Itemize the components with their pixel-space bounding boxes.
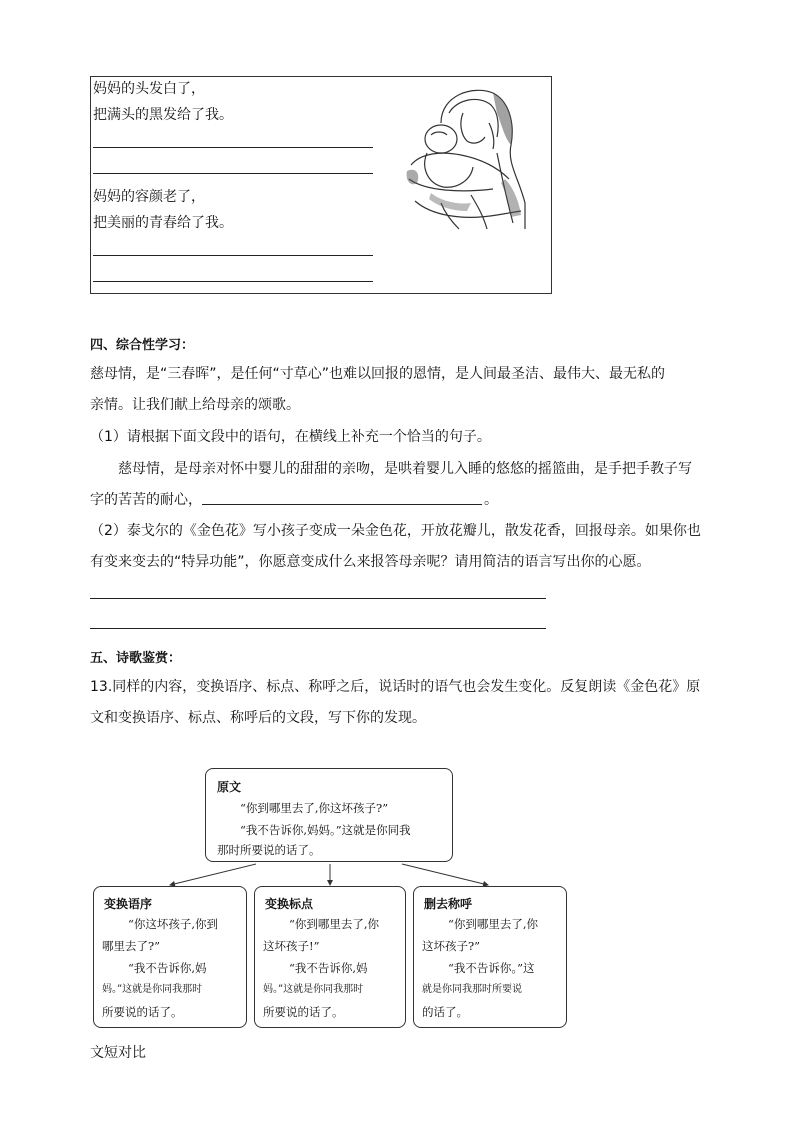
poem-line: 妈妈的头发白了， xyxy=(93,81,205,97)
arrow-to-address xyxy=(402,864,488,885)
punct-line: “你到哪里去了,你 xyxy=(289,917,380,931)
address-line: “你到哪里去了,你 xyxy=(448,917,539,931)
question-1: （1）请根据下面文段中的语句，在横线上补充一个恰当的句子。 xyxy=(90,429,491,445)
original-text-box xyxy=(205,768,453,862)
diagram-caption: 文短对比 xyxy=(90,1045,146,1061)
section4-intro: 慈母情，是“三春晖”，是任何“寸草心”也难以回报的恩情，是人间最圣洁、最伟大、最无私的 xyxy=(90,366,666,382)
punct-line: 所要说的话了。 xyxy=(263,1005,344,1019)
order-line: “你这坏孩子,你到 xyxy=(128,917,219,931)
answer-line xyxy=(93,255,373,256)
fill-blank-line[interactable] xyxy=(202,504,482,505)
section5-heading: 五、诗歌鉴赏： xyxy=(90,651,182,666)
answer-line[interactable] xyxy=(90,598,546,599)
question-2: （2）泰戈尔的《金色花》写小孩子变成一朵金色花，开放花瓣儿，散发花香，回报母亲。如果你也 xyxy=(90,523,701,539)
arrow-to-order xyxy=(170,864,256,885)
original-line: 那时所要说的话了。 xyxy=(217,843,321,857)
question-1-period: 。 xyxy=(484,492,498,508)
section4-intro: 亲情。让我们献上给母亲的颂歌。 xyxy=(90,397,300,413)
original-line: “你到哪里去了,你这坏孩子?” xyxy=(240,801,389,815)
address-line: 的话了。 xyxy=(422,1005,468,1019)
question-13: 文和变换语序、标点、称呼后的文段，写下你的发现。 xyxy=(90,710,426,726)
order-line: 哪里去了?” xyxy=(102,939,161,953)
poem-box xyxy=(90,76,552,294)
mother-baby-illustration xyxy=(401,83,531,231)
address-removed-box xyxy=(413,886,567,1028)
section4-heading: 四、综合性学习： xyxy=(90,338,195,353)
original-title: 原文 xyxy=(217,780,242,794)
answer-line xyxy=(93,147,373,148)
punct-line: “我不告诉你,妈 xyxy=(289,961,368,975)
address-line: “我不告诉你。”这 xyxy=(448,961,535,975)
address-line: 这坏孩子?” xyxy=(422,939,481,953)
punct-change-box xyxy=(254,886,406,1028)
poem-line: 把满头的黑发给了我。 xyxy=(93,107,233,123)
address-line: 就是你同我那时所要说 xyxy=(422,984,522,995)
order-line: “我不告诉你,妈 xyxy=(128,961,207,975)
question-13: 13.同样的内容，变换语序、标点、称呼之后，说话时的语气也会发生变化。反复朗读《金色花》原 xyxy=(90,679,701,695)
question-1-paragraph: 字的苦苦的耐心， xyxy=(90,492,202,508)
punct-title: 变换标点 xyxy=(265,897,314,911)
poem-line: 妈妈的容颜老了， xyxy=(93,189,205,205)
order-change-box xyxy=(93,886,247,1028)
question-2: 有变来变去的“特异功能”，你愿意变成什么来报答母亲呢？请用简洁的语言写出你的心愿。 xyxy=(90,554,651,570)
question-1-paragraph: 慈母情，是母亲对怀中婴儿的甜甜的亲吻，是哄着婴儿入睡的悠悠的摇篮曲，是手把手教子写 xyxy=(118,461,692,477)
order-title: 变换语序 xyxy=(104,897,153,911)
address-title: 删去称呼 xyxy=(424,897,473,911)
answer-line xyxy=(93,281,373,282)
answer-line xyxy=(93,173,373,174)
punct-line: 妈。”这就是你同我那时 xyxy=(263,984,364,995)
original-line: “我不告诉你,妈妈。”这就是你同我 xyxy=(240,823,411,837)
punct-line: 这坏孩子!” xyxy=(263,939,320,953)
order-line: 所要说的话了。 xyxy=(102,1005,183,1019)
answer-line[interactable] xyxy=(90,628,546,629)
poem-line: 把美丽的青春给了我。 xyxy=(93,215,233,231)
order-line: 妈。”这就是你同我那时 xyxy=(102,984,203,995)
